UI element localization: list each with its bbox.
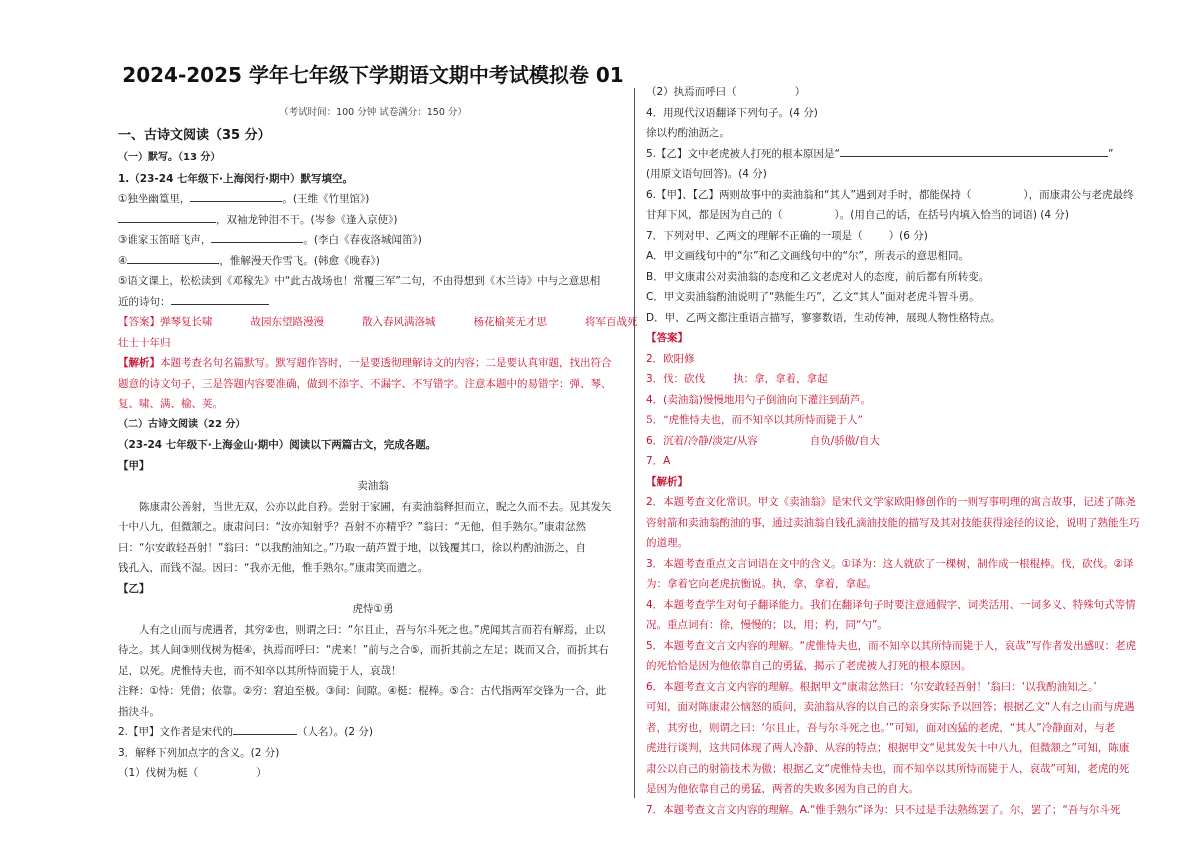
question-1-item-5-cont: 近的诗句：	[118, 292, 628, 313]
passage-line: 待之。其人间③则伐树为梃④，执焉而呼曰：“虎来！”前与之合⑤，而折其前之左足；既而又合，而折其右	[118, 644, 609, 656]
explanation-line: 7．本题考查文言文内容的理解。A.“惟手熟尔”译为：只不过是手法熟练罢了。尔，罢了；“吾与尔斗死	[646, 803, 1121, 816]
answer-4: 4．(卖油翁)慢慢地用勺子倒油向下灌注到葫芦。	[646, 393, 871, 406]
question-6: 6.【甲】、【乙】两则故事中的卖油翁和“其人”遇到对手时，都能保持（ ），而康肃公与老虎最终	[646, 188, 1134, 201]
question-3: 3．解释下列加点字的含义。(2 分)	[118, 746, 280, 759]
answer-2: 2．欧阳修	[646, 352, 695, 365]
question-4: 4．用现代汉语翻译下列句子。(4 分)	[646, 106, 818, 119]
passage-line: 曰：“尔安敢轻吾射！”翁曰：“以我酌油知之。”乃取一葫芦置于地，以钱覆其口，徐以杓酌油沥之，自	[118, 541, 587, 554]
passage-line: 足，以死。虎惟恃夫也，而不知卒以其所恃而毙于人，哀哉！	[118, 664, 402, 677]
explanation-line: 虎进行谈判，这共同体现了两人冷静、从容的特点；根据甲文“见其发矢十中八九，但微颔之”可知，陈康	[646, 742, 1130, 754]
explanation-line: 咨射箭和卖油翁酌油的事，通过卖油翁自钱孔滴油技能的描写及其对技能获得途径的议论，说明了熟能生巧	[646, 516, 1140, 529]
blank-line	[127, 251, 219, 264]
question-3-item-2: （2）执焉而呼曰（ ）	[646, 86, 806, 98]
answer-row-cont: 壮士十年归	[118, 336, 171, 349]
subsection-heading: （一）默写。（13 分）	[118, 152, 221, 163]
explanation-line: 3．本题考查重点文言词语在文中的含义。①译为：这人就砍了一棵树，制作成一根棍棒。伐，砍伐。②译	[646, 557, 1134, 570]
passage-yi-title: 虎恃①勇	[352, 603, 394, 615]
answer-6: 6．沉着/冷静/淡定/从容 自负/骄傲/自大	[646, 434, 880, 447]
option-c: C．甲文卖油翁酌油说明了“熟能生巧”，乙文“其人”面对老虎斗智斗勇。	[646, 291, 980, 303]
question-1-item-5: ⑤语文课上，松松读到《邓稼先》中“此古战场也！常覆三军”二句，不由得想到《木兰诗》中与之意思相	[118, 275, 601, 287]
question-1-item-2: ，双袖龙钟泪不干。(岑参《逢入京使》)	[118, 210, 628, 231]
passage-jia-title: 卖油翁	[357, 480, 389, 492]
blank-line	[211, 230, 303, 243]
explanation-line: 2．本题考查文化常识。甲文《卖油翁》是宋代文学家欧阳修创作的一则写事明理的寓言故事，记述了陈尧	[646, 496, 1136, 508]
blank-line	[118, 210, 216, 223]
column-divider	[634, 88, 635, 798]
question-1-item-1: ①独坐幽篁里， 。(王维《竹里馆》)	[118, 189, 628, 210]
blank-line	[190, 189, 282, 202]
analysis-line: 题意的诗文句子，三是答题内容要准确，做到不添字、不漏字、不写错字。注意本题中的易错字：弹、琴、	[118, 377, 612, 390]
explanation-line: 况。重点词有：徐，慢慢的；以，用；杓，同“勺”。	[646, 619, 888, 631]
page-title: 2024-2025 学年七年级下学期语文期中考试模拟卷 01	[122, 63, 624, 87]
passage-line: 陈康肃公善射，当世无双，公亦以此自矜。尝射于家圃，有卖油翁释担而立，睨之久而不去。见其发矢	[139, 500, 612, 513]
option-d: D．甲、乙两文都注重语言描写，寥寥数语，生动传神，展现人物性格特点。	[646, 311, 1001, 324]
question-1-heading: 1.（23-24 七年级下·上海闵行·期中）默写填空。	[118, 172, 354, 185]
question-1-item-4: ④ ，惟解漫天作雪飞。(韩愈《晚春》)	[118, 251, 628, 272]
answer-7: 7．A	[646, 455, 671, 467]
blank-line	[840, 144, 1108, 157]
exam-meta: （考试时间：100 分钟 试卷满分：150 分）	[279, 107, 467, 118]
explanation-line: 4．本题考查学生对句子翻译能力。我们在翻译句子时要注意通假字、词类活用、一词多义、特殊句式等情	[646, 598, 1136, 611]
explanation-line: 5．本题考查文言文内容的理解。“虎惟恃夫也，而不知卒以其所恃而毙于人，哀哉”写作者发出感叹：老虎	[646, 639, 1137, 652]
right-column	[646, 82, 1146, 820]
blank-line	[171, 292, 269, 305]
option-a: A．甲文画线句中的“尔”和乙文画线句中的“尔”，所表示的意思相同。	[646, 250, 969, 262]
passage-yi-label: 【乙】	[118, 582, 150, 595]
left-column	[118, 124, 638, 784]
question-2: 2.【甲】文作者是宋代的 （人名）。(2 分)	[118, 722, 628, 743]
analysis-label: 【解析】	[646, 475, 688, 488]
explanation-line: 为：拿着它向老虎抗衡说。执，拿，拿着，拿起。	[646, 578, 877, 590]
explanation-line: 可知，面对陈康肃公恼怒的质问，卖油翁从容的以自己的亲身实际予以回答；根据乙文“人有之山而与虎遇	[646, 701, 1135, 713]
subsection-heading: （二）古诗文阅读（22 分）	[118, 418, 246, 430]
answer-3: 3．伐：砍伐 执：拿，拿着，拿起	[646, 373, 828, 385]
question-2-heading: （23-24 七年级下·上海金山·期中）阅读以下两篇古文，完成各题。	[118, 439, 437, 451]
analysis-line: 复、啸、满、榆、荚。	[118, 398, 223, 410]
explanation-line: 者，其穷也，则谓之曰：‘尔且止，吾与尔斗死之也。’”可知，面对凶猛的老虎，“其人”冷静面对，与老	[646, 721, 1116, 734]
explanation-line: 的死恰恰是因为他依靠自己的勇猛，揭示了老虎被人打死的根本原因。	[646, 660, 972, 672]
question-1-item-3: ③谁家玉笛暗飞声， 。(李白《春夜洛城闻笛》)	[118, 230, 628, 251]
explanation-line: 6．本题考查文言文内容的理解。根据甲文“康肃忿然曰：‘尔安敢轻吾射！’翁曰：‘以我酌油知之。’	[646, 680, 1097, 693]
option-b: B．甲文康肃公对卖油翁的态度和乙文老虎对人的态度，前后都有所转变。	[646, 270, 990, 283]
explanation-line: 肃公以自己的射箭技术为傲；根据乙文“虎惟恃夫也，而不知卒以其所恃而毙于人，哀哉”可知，老虎的死	[646, 762, 1130, 775]
passage-jia-label: 【甲】	[118, 459, 150, 472]
passage-line: 十中八九，但微颔之。康肃问曰：“汝亦知射乎？吾射不亦精乎？”翁曰：“无他，但手熟尔。”康肃忿然	[118, 521, 587, 533]
analysis-line: 【解析】本题考查名句名篇默写。默写题作答时，一是要透彻理解诗文的内容；二是要认真审题，找出符合	[118, 357, 612, 369]
answer-label: 【答案】	[646, 332, 688, 344]
question-4-sentence: 徐以杓酌油沥之。	[646, 127, 730, 139]
notes-line: 指決斗。	[118, 705, 160, 718]
explanation-line: 的道理。	[646, 537, 688, 549]
passage-line: 人有之山而与虎遇者，其穷②也，则谓之曰：“尔且止，吾与尔斗死之也。”虎闻其言而若有解焉，止以	[139, 623, 606, 636]
question-6-cont: 甘拜下风，都是因为自己的（ ）。(用自己的话，在括号内填入恰当的词语) (4 分)	[646, 209, 1069, 221]
question-5: 5.【乙】文中老虎被人打死的根本原因是“ ”	[646, 144, 1146, 165]
answer-5: 5．“虎惟恃夫也，而不知卒以其所恃而毙于人”	[646, 414, 863, 426]
blank-line	[233, 722, 297, 735]
explanation-line: 是因为他依靠自己的勇猛，两者的失败多因为自己的自大。	[646, 783, 919, 795]
passage-line: 钱孔入，而钱不湿。因曰：“我亦无他，惟手熟尔。”康肃笑而遣之。	[118, 562, 429, 574]
question-5-cont: (用原文语句回答)。(4 分)	[646, 168, 767, 180]
question-7: 7．下列对甲、乙两文的理解不正确的一项是（ ）(6 分)	[646, 229, 928, 242]
notes-line: 注释：①恃：凭借；依靠。②穷：窘迫至极。③间：间隙。④梃：棍棒。⑤合：古代指两军交锋为一合，此	[118, 685, 607, 697]
section-heading: 一、古诗文阅读（35 分）	[118, 128, 271, 143]
question-3-item-1: （1）伐树为梃（ ）	[118, 767, 267, 779]
answer-row: 【答案】弹琴复长啸 故园东望路漫漫 散入春风满洛城 杨花榆荚无才思 将军百战死	[118, 316, 638, 328]
